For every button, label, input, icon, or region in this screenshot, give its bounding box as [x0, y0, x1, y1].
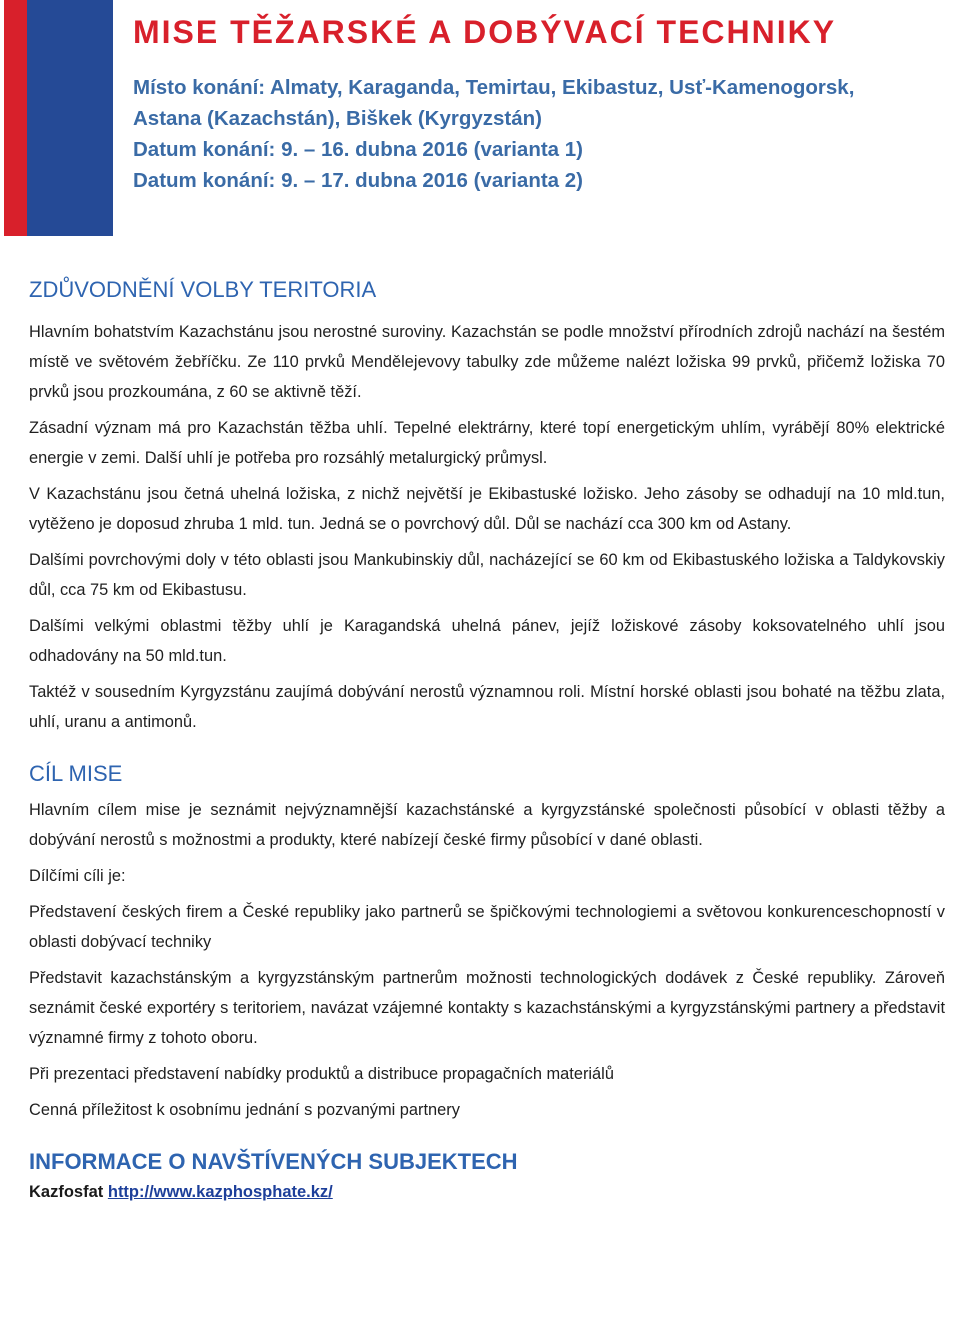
venue-line-1: Místo konání: Almaty, Karaganda, Temirtau, Ekibastuz, Usť-Kamenogorsk, — [133, 76, 855, 99]
venue-line-2: Astana (Kazachstán), Biškek (Kyrgyzstán) — [133, 107, 542, 130]
heading-goal: CÍL MISE — [29, 761, 123, 786]
header-stripe-blue — [27, 0, 113, 236]
paragraph-territory-2: Zásadní význam má pro Kazachstán těžba uhlí. Tepelné elektrárny, které topí energetickým uhlím, vyrábějí 80% elektrické energie v zemi. Další uhlí je potřeba pro rozsáhlý metalurgický průmysl. — [29, 419, 945, 467]
document-title: MISE TĚŽARSKÉ A DOBÝVACÍ TECHNIKY — [133, 14, 837, 50]
heading-visited-subjects: INFORMACE O NAVŠTÍVENÝCH SUBJEKTECH — [29, 1149, 518, 1174]
company-link[interactable]: http://www.kazphosphate.kz/ — [107, 1183, 333, 1201]
company-entry — [29, 1177, 945, 1207]
company-name: Kazfosfat — [29, 1183, 104, 1201]
paragraph-territory-4: Dalšími povrchovými doly v této oblasti jsou Mankubinskiy důl, nacházející se 60 km od Ekibastuského ložiska a Taldykovskiy důl, cca 75 km od Ekibastusu. — [29, 551, 945, 599]
paragraph-territory-5: Dalšími velkými oblastmi těžby uhlí je Karagandská uhelná pánev, jejíž ložiskové zásoby koksovatelného uhlí jsou odhadovány na 50 mld.tun. — [29, 617, 945, 665]
event-info — [133, 72, 953, 196]
paragraph-territory-6: Taktéž v sousedním Kyrgyzstánu zaujímá dobývání nerostů významnou roli. Místní horské oblasti jsou bohaté na těžbu zlata, uhlí, uranu a antimonů. — [29, 683, 945, 731]
header-stripe-red — [4, 0, 27, 236]
sub-goal-1: Představení českých firem a České republiky jako partnerů se špičkovými technologiemi a světovou konkurenceschopností v oblasti dobývací techniky — [29, 903, 945, 951]
date-variant-1: Datum konání: 9. – 16. dubna 2016 (varianta 1) — [133, 138, 584, 161]
document-body — [29, 275, 945, 1207]
heading-territory: ZDŮVODNĚNÍ VOLBY TERITORIA — [29, 277, 377, 302]
sub-goals-label: Dílčími cíli je: — [29, 867, 126, 885]
paragraph-territory-3: V Kazachstánu jsou četná uhelná ložiska, z nichž největší je Ekibastuské ložisko. Jeho zásoby se odhadují na 10 mld.tun, vytěženo je doposud zhruba 1 mld. tun. Jedná se o povrchový důl. Důl se nachází cca 300 km od Astany. — [29, 485, 945, 533]
paragraph-territory-1: Hlavním bohatstvím Kazachstánu jsou nerostné suroviny. Kazachstán se podle množství přírodních zdrojů nachází na šestém místě ve světovém žebříčku. Ze 110 prvků Mendělejevovy tabulky zde můžeme nalézt ložiska 99 prvků, přičemž ložiska 70 prvků jsou prozkoumána, z 60 se aktivně těží. — [29, 323, 945, 401]
sub-goal-4: Cenná příležitost k osobnímu jednání s pozvanými partnery — [29, 1101, 460, 1119]
sub-goal-2: Představit kazachstánským a kyrgyzstánským partnerům možnosti technologických dodávek z České republiky. Zároveň seznámit české exportéry s teritoriem, navázat vzájemné kontakty s kazachstánskými a kyrgyzstánskými partnery a představit významné firmy z tohoto oboru. — [29, 969, 945, 1047]
date-variant-2: Datum konání: 9. – 17. dubna 2016 (varianta 2) — [133, 169, 584, 192]
sub-goal-3: Při prezentaci představení nabídky produktů a distribuce propagačních materiálů — [29, 1065, 614, 1083]
paragraph-main-goal: Hlavním cílem mise je seznámit nejvýznamnější kazachstánské a kyrgyzstánské společnosti působící v oblasti těžby a dobývání nerostů s možnostmi a produkty, které nabízejí české firmy působící v dané oblasti. — [29, 801, 945, 849]
